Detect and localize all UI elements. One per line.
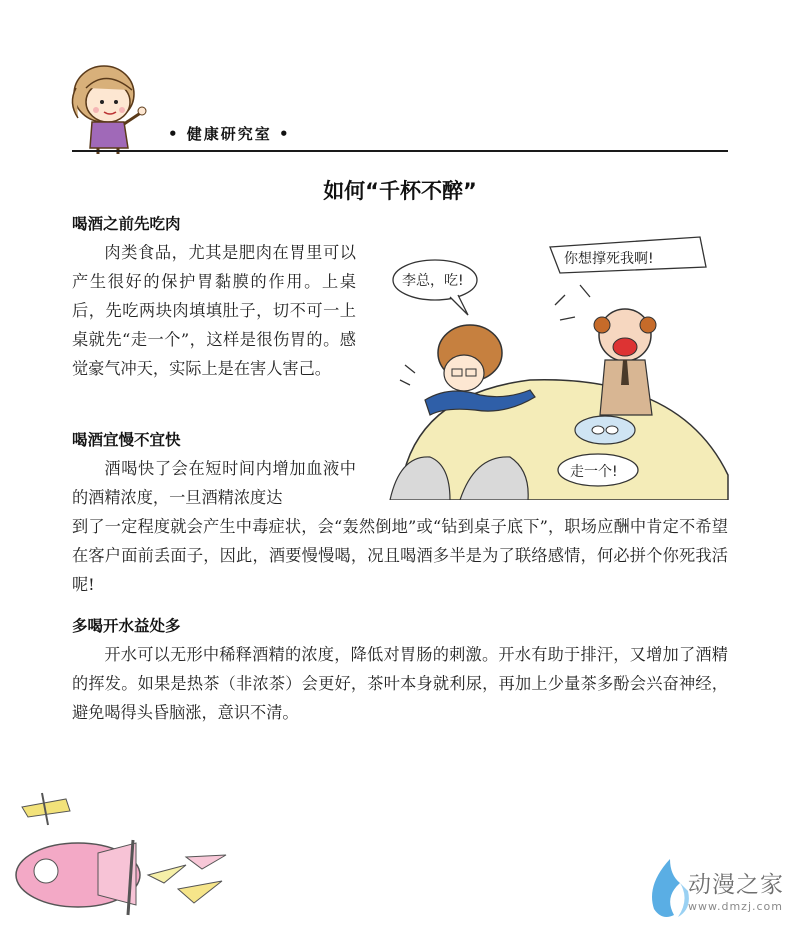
planes-decoration — [8, 785, 248, 920]
logo-url: www.dmzj.com — [688, 900, 783, 913]
section-paragraph-2b: 到了一定程度就会产生中毒症状，会“轰然倒地”或“钻到桌子底下”，职场应酬中肯定不希望在客户面前丢面子，因此，酒要慢慢喝，况且喝酒多半是为了联络感情，何必拼个你死我活呢! — [72, 517, 728, 594]
page-title: 如何“千杯不醉” — [323, 179, 477, 203]
bubble-left-text: 李总，吃! — [402, 273, 464, 289]
drinking-cartoon-illustration — [380, 225, 730, 500]
section-tag: • 健康研究室 • — [168, 125, 291, 143]
section-heading-1: 喝酒之前先吃肉 — [72, 215, 181, 233]
section-paragraph-1: 肉类食品，尤其是肥肉在胃里可以产生很好的保护胃黏膜的作用。上桌后，先吃两块肉填填肚子，切不可一上桌就先“走一个”，这样是很伤胃的。感觉豪气冲天，实际上是在害人害己。 — [72, 243, 356, 378]
section-heading-2: 喝酒宜慢不宜快 — [72, 431, 181, 449]
logo-text: 动漫之家 — [688, 872, 784, 898]
section-paragraph-3: 开水可以无形中稀释酒精的浓度，降低对胃肠的刺激。开水有助于排汗，又增加了酒精的挥发。如果是热茶（非浓茶）会更好，茶叶本身就利尿，再加上少量茶多酚会兴奋神经，避免喝得头昏脑涨，意识不清。 — [72, 645, 728, 722]
bubble-bottom-text: 走一个! — [570, 464, 618, 480]
bubble-right-text: 你想撑死我啊! — [564, 251, 654, 267]
header-divider — [72, 150, 728, 152]
section-paragraph-2a: 酒喝快了会在短时间内增加血液中的酒精浓度，一旦酒精浓度达 — [72, 459, 356, 507]
section-heading-3: 多喝开水益处多 — [72, 617, 181, 635]
mascot-girl-illustration — [62, 58, 154, 154]
